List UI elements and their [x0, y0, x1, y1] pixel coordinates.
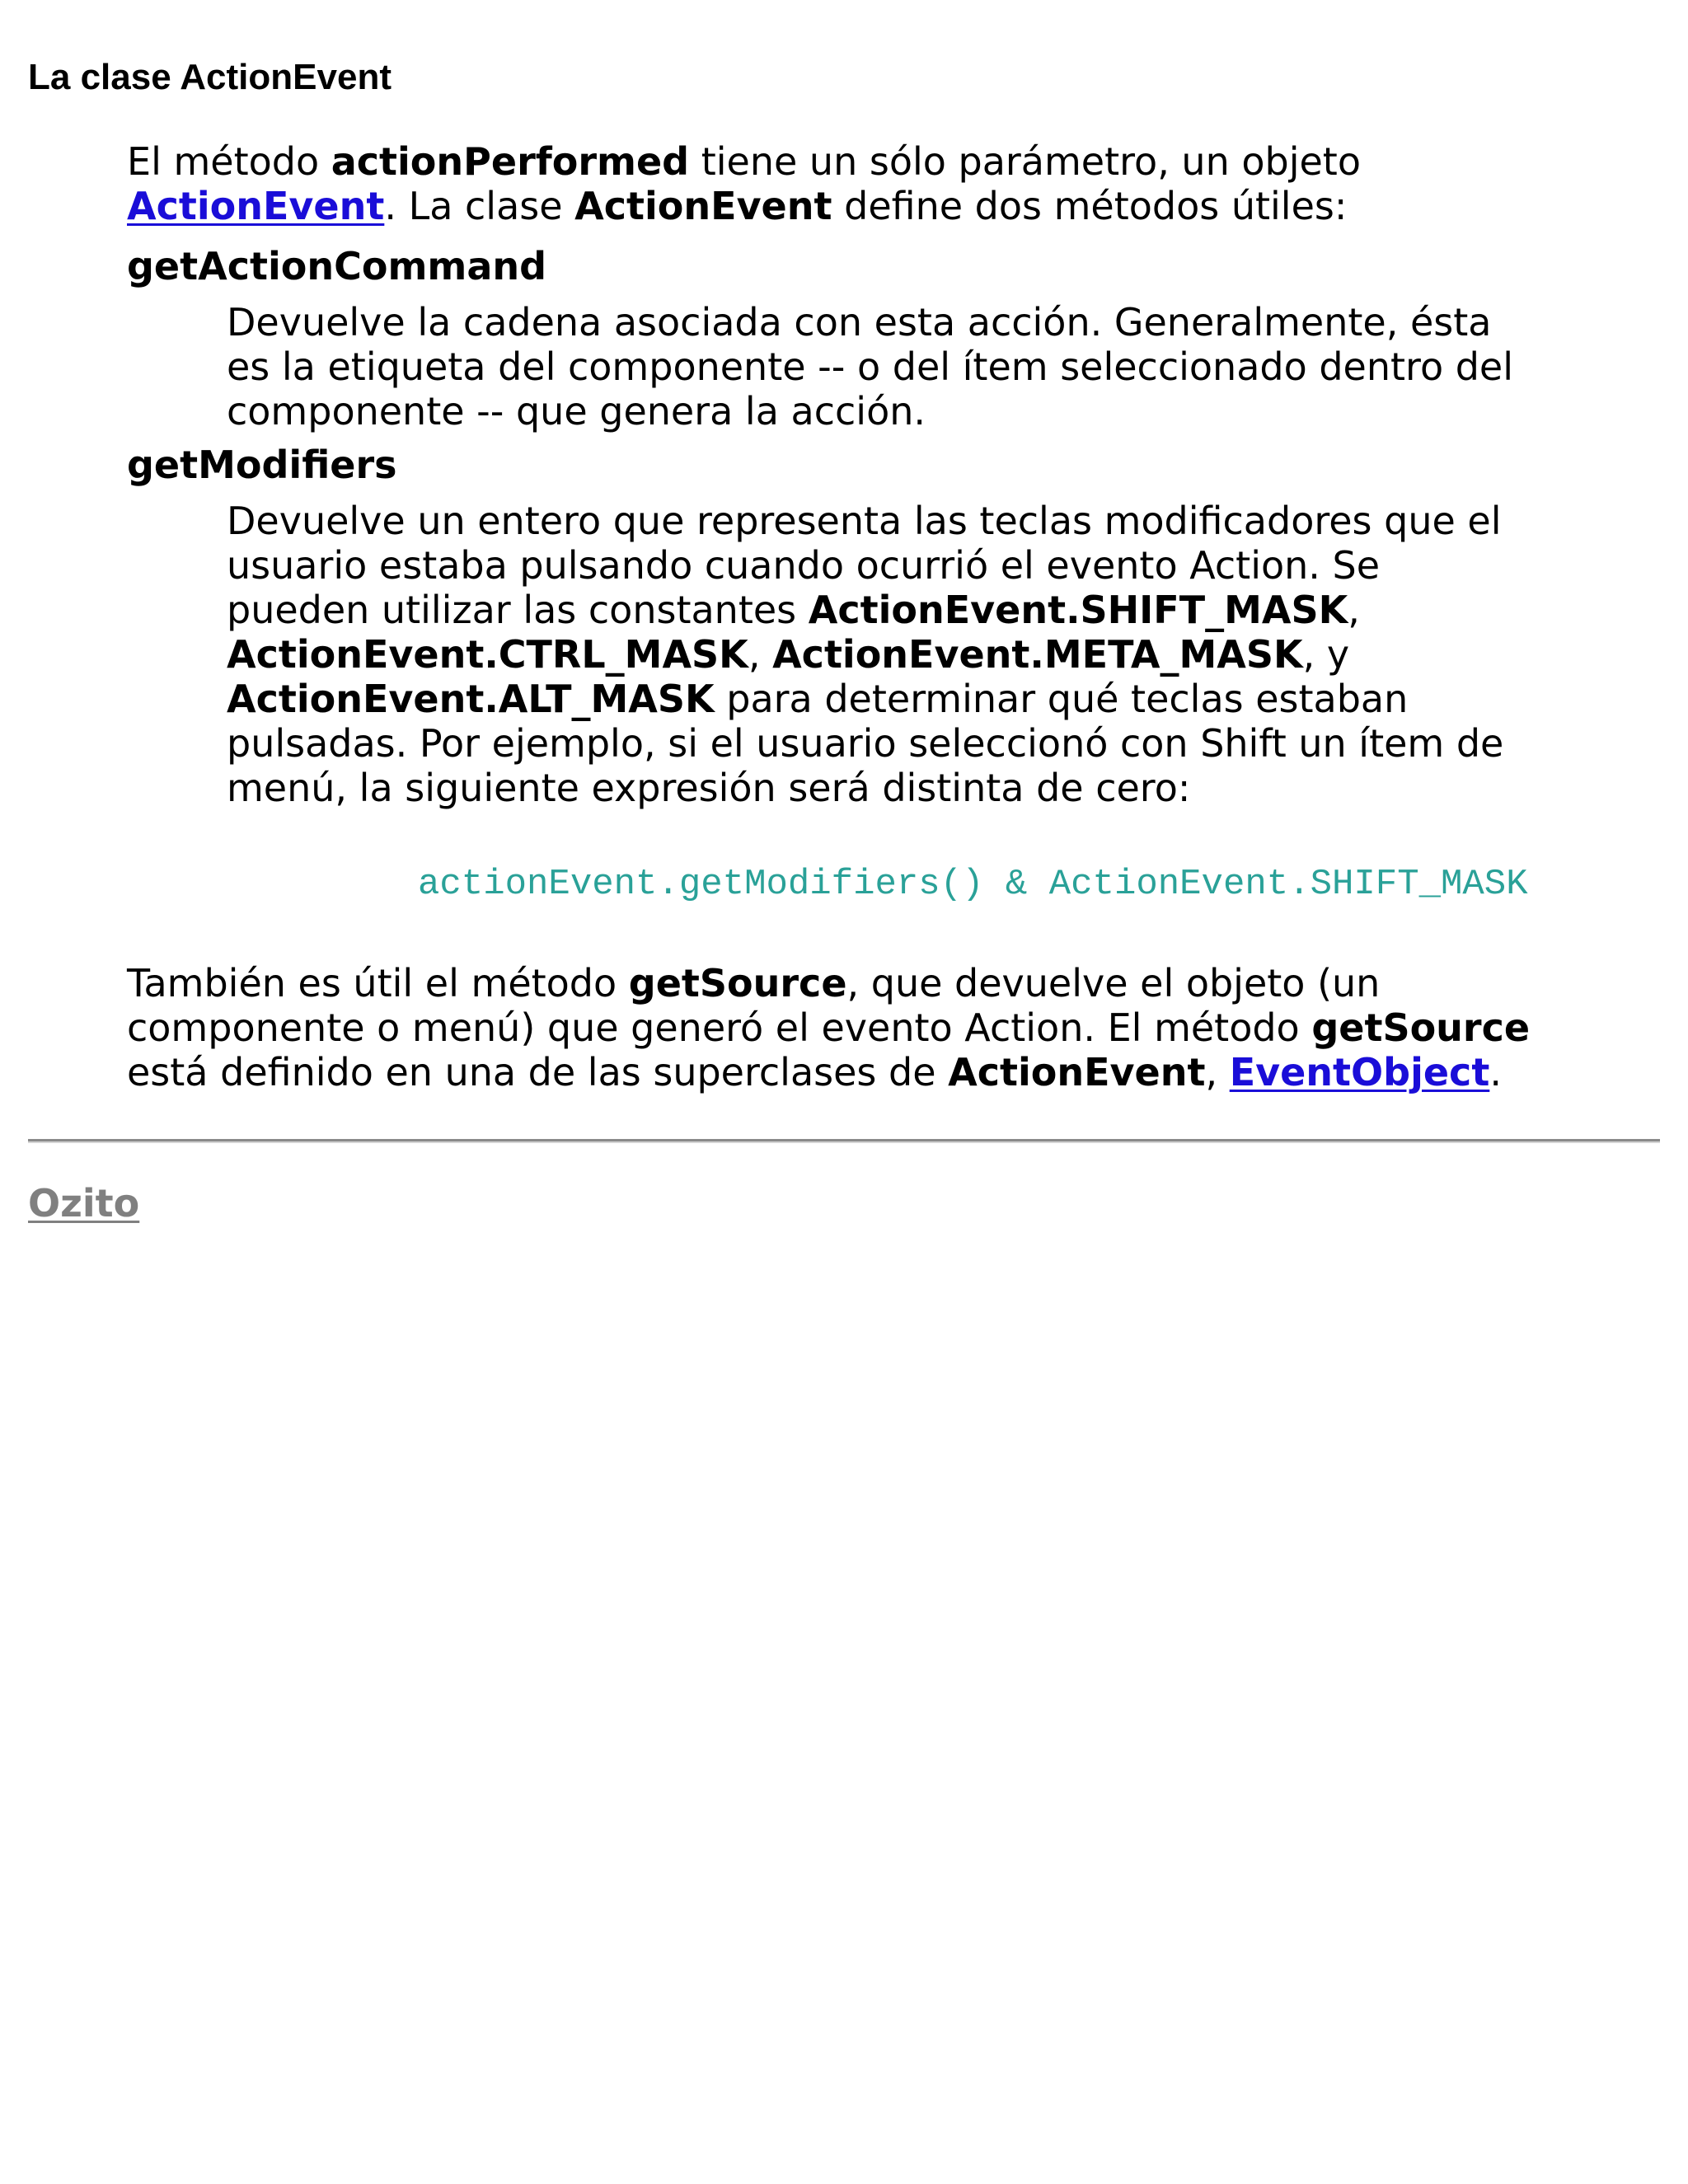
ctrl-mask-constant: ActionEvent.CTRL_MASK	[227, 632, 748, 677]
meta-mask-constant: ActionEvent.META_MASK	[772, 632, 1303, 677]
description-line: es la etiqueta del componente -- o del ítem seleccionado dentro del	[227, 344, 1513, 389]
actionevent-link[interactable]: ActionEvent	[127, 184, 385, 228]
description-text: ,	[748, 632, 773, 677]
intro-text: define dos métodos útiles:	[832, 184, 1348, 228]
intro-paragraph	[127, 139, 1361, 228]
outro-text: , que devuelve el objeto (un	[846, 961, 1381, 1005]
eventobject-link[interactable]: EventObject	[1229, 1050, 1490, 1094]
alt-mask-constant: ActionEvent.ALT_MASK	[227, 677, 715, 721]
description-line: pulsadas. Por ejemplo, si el usuario seleccionó con Shift un ítem de	[227, 721, 1504, 766]
actionevent-term: ActionEvent	[574, 184, 832, 228]
ozito-link[interactable]: Ozito	[28, 1181, 140, 1226]
description-line: usuario estaba pulsando cuando ocurrió el evento Action. Se	[227, 543, 1381, 588]
code-example: actionEvent.getModifiers() & ActionEvent.SHIFT_MASK	[418, 864, 1528, 905]
getsource-term: getSource	[1311, 1005, 1531, 1050]
outro-text: También es útil el método	[127, 961, 629, 1005]
description-text: pueden utilizar las constantes	[227, 588, 809, 632]
method-term-getactioncommand: getActionCommand	[127, 244, 547, 288]
outro-text: componente o menú) que generó el evento Action. El método	[127, 1005, 1312, 1050]
outro-text: está definido en una de las superclases de	[127, 1050, 949, 1094]
method-term-getmodifiers: getModifiers	[127, 443, 397, 487]
method-description-getmodifiers	[227, 499, 1503, 810]
page-title: La clase ActionEvent	[28, 57, 392, 97]
description-line: Devuelve la cadena asociada con esta acción. Generalmente, ésta	[227, 300, 1492, 344]
action-performed-term: actionPerformed	[331, 139, 690, 184]
description-line: menú, la siguiente expresión será distinta de cero:	[227, 766, 1191, 810]
shift-mask-constant: ActionEvent.SHIFT_MASK	[808, 588, 1348, 632]
intro-text: . La clase	[384, 184, 575, 228]
outro-text: ,	[1205, 1050, 1230, 1094]
actionevent-term: ActionEvent	[948, 1050, 1206, 1094]
getsource-term: getSource	[628, 961, 847, 1005]
description-text: para determinar qué teclas estaban	[714, 677, 1409, 721]
description-text: ,	[1348, 588, 1360, 632]
intro-text: tiene un sólo parámetro, un objeto	[689, 139, 1361, 184]
outro-paragraph	[127, 961, 1530, 1094]
intro-text: El método	[127, 139, 331, 184]
description-line: Devuelve un entero que representa las teclas modificadores que el	[227, 499, 1502, 543]
description-text: , y	[1302, 632, 1350, 677]
method-description-getactioncommand	[227, 300, 1513, 434]
description-line: componente -- que genera la acción.	[227, 389, 926, 434]
outro-text: .	[1489, 1050, 1502, 1094]
horizontal-divider	[28, 1139, 1660, 1143]
